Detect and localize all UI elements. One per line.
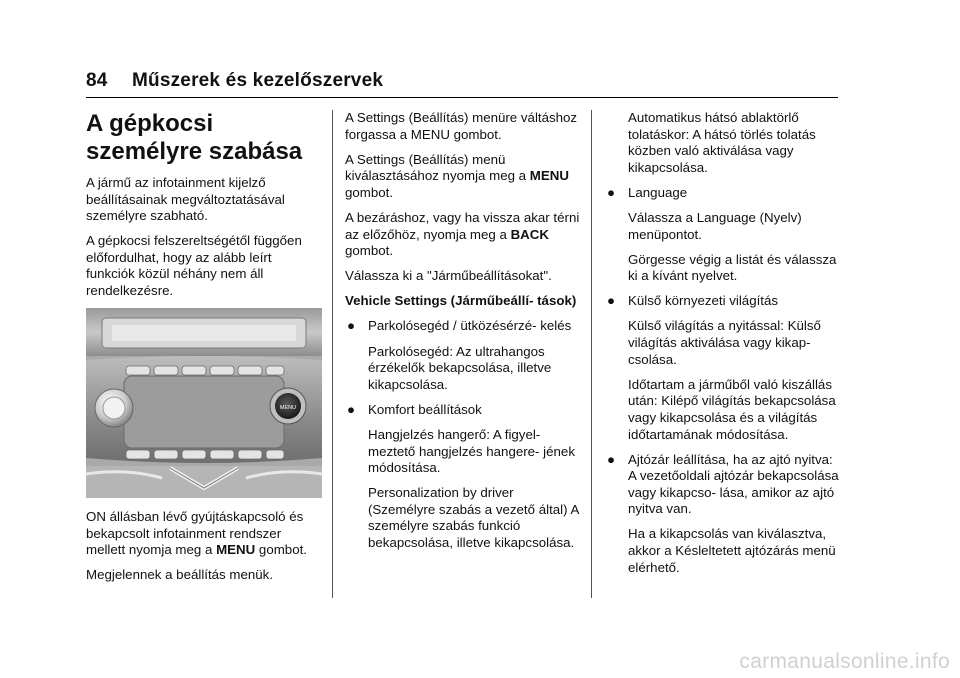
bullet-language: ● Language [607,184,688,200]
select-vehicle-settings-paragraph: Válassza ki a "Járműbeállításokat". [345,268,552,284]
availability-paragraph: A gépkocsi felszereltségétől függően előfordulhat, hogy az alább leírt funkciók közül néhány nem áll rendelkezésre. [86,233,302,299]
vehicle-settings-subheading: Vehicle Settings (Járműbeállí- tások) [345,293,577,309]
page-heading: A gépkocsi személyre szabása [86,110,303,165]
park-assist-text: Parkolósegéd: Az ultrahangos érzékelők bekapcsolása, illetve kikapcsolása. [368,343,552,392]
personalization-text: Personalization by driver (Személyre szabás a vezető által) A személyre szabás funkció bekapcsolása, illetve kikapcsolása. [368,485,579,550]
settings-select-paragraph: A Settings (Beállítás) menü kiválasztásához nyomja meg a MENU gombot. [345,151,569,200]
settings-rotate-paragraph: A Settings (Beállítás) menüre váltáshoz forgassa a MENU gombot. [345,110,578,142]
bullet-comfort-settings: ● Komfort beállítások [347,401,482,417]
bullet-park-assist: ● Parkolósegéd / ütközésérzé- kelés [347,318,572,334]
bullet-icon: ● [607,293,616,309]
watermark: carmanualsonline.info [739,650,950,673]
section-title: Műszerek és kezelőszervek [132,70,384,91]
column-2 [345,110,581,560]
column-1 [86,110,322,593]
back-paragraph: A bezáráshoz, vagy ha vissza akar térni az előzőhöz, nyomja meg a BACK gombot. [345,209,580,259]
bullet-icon: ● [347,318,356,334]
bullet-door-lock: ● Ajtózár leállítása, ha az ajtó nyitva: A vezetőoldali ajtózár bekapcsolása vagy kikapcso- lása, amikor az ajtó nyitva van. [607,451,839,517]
column-divider-1 [332,110,333,598]
bullet-icon: ● [347,401,356,417]
chime-volume-text: Hangjelzés hangerő: A figyel- meztető hangjelzés hangere- jének módosítása. [368,426,575,476]
column-divider-2 [591,110,592,598]
menus-appear-paragraph: Megjelennek a beállítás menük. [86,567,274,583]
intro-paragraph: A jármű az infotainment kijelző beállításainak megváltoztatásával személyre szabható. [86,175,285,224]
language-scroll-text: Görgesse végig a listát és válassza ki a kívánt nyelvet. [628,251,837,284]
bullet-icon: ● [607,451,616,467]
language-select-text: Válassza a Language (Nyelv) menüpontot. [628,209,802,242]
exit-lighting-text: Időtartam a járműből való kiszállás után: Kilépő világítás bekapcsolása vagy kikapcsolása és a világítás időtartamának módosítása. [628,376,836,442]
delayed-lock-text: Ha a kikapcsolás van kiválasztva, akkor a Késleltetett ajtózárás menü elérhető. [628,526,836,575]
bullet-icon: ● [607,184,616,200]
infotainment-panel-photo [86,308,322,498]
page-header [86,70,838,96]
page-number: 84 [86,70,108,91]
column-3 [605,110,841,585]
menu-knob-label: MENU [279,405,297,412]
menu-press-paragraph: ON állásban lévő gyújtáskapcsoló és bekapcsolt infotainment rendszer mellett nyomja meg a MENU gombot. [86,509,307,558]
header-rule [86,97,838,98]
rear-wiper-text: Automatikus hátsó ablaktörlő tolatáskor: A hátsó törlés tolatás közben való aktiválása vagy kikapcsolása. [628,110,816,175]
exterior-lighting-unlock-text: Külső világítás a nyitással: Külső világítás aktiválása vagy kikap- csolása. [628,318,821,367]
bullet-exterior-lighting: ● Külső környezeti világítás [607,293,779,309]
